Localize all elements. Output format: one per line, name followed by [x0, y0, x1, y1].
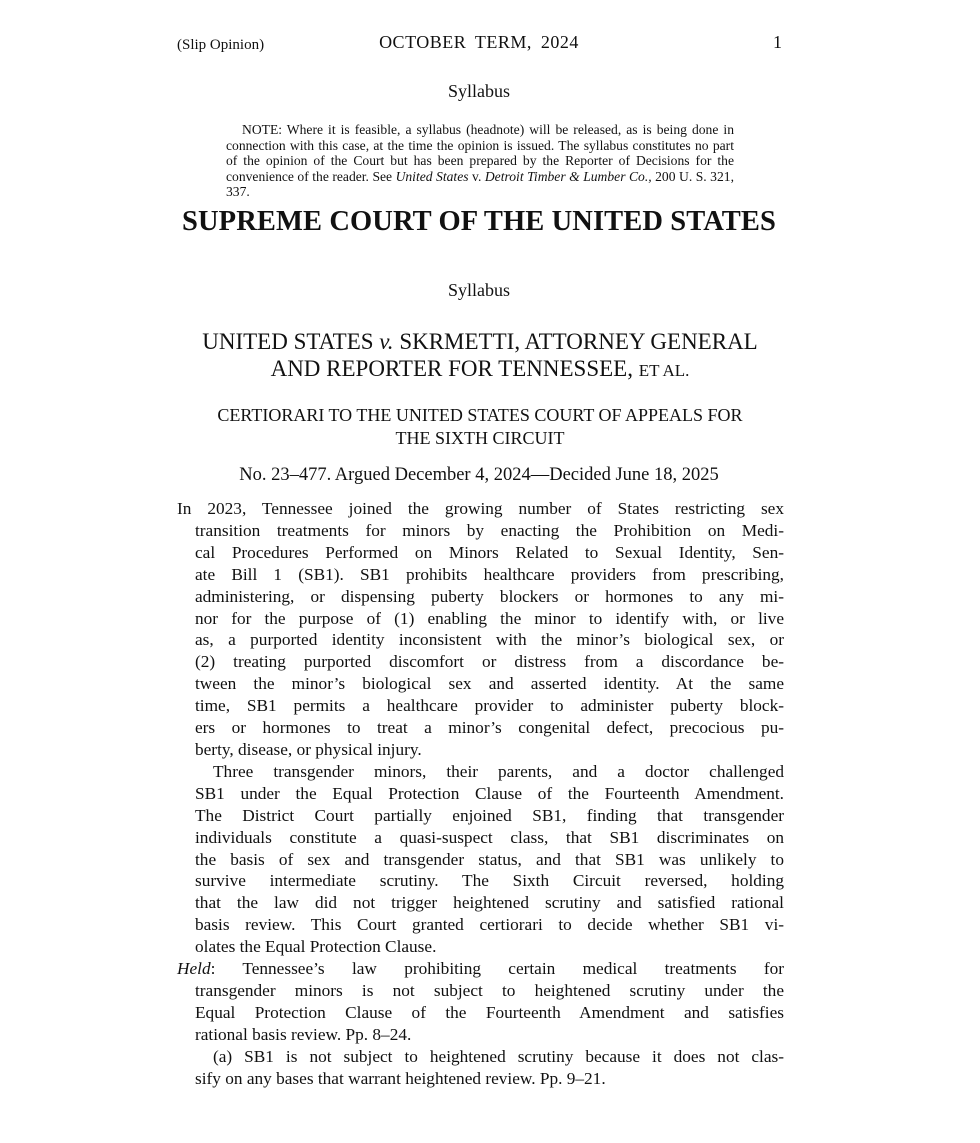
note-case-name-2: Detroit Timber & Lumber Co.,	[484, 168, 652, 184]
para2-line: the basis of sex and transgender status, and that SB1 was unlikely to	[195, 849, 784, 869]
note-v: v.	[468, 168, 485, 184]
para2-line: survive intermediate scrutiny. The Sixth Circuit reversed, holding	[195, 871, 784, 891]
note-text: NOTE: Where it is feasible, a syllabus (headnote) will be released, as is being done in connection with this case, at the time the opinion is issued. The syllabus constitutes no part of the opinion of the Court but has been prepared by the Reporter of Decisions for the convenience of the reader. See	[226, 122, 734, 184]
certiorari-line-2: THE SIXTH CIRCUIT	[395, 428, 565, 448]
note-citation: 200 U. S. 321, 337.	[226, 168, 734, 199]
case-title-part: SKRMETTI, ATTORNEY GENERAL	[393, 329, 758, 354]
held-line: transgender minors is not subject to heightened scrutiny under the	[195, 980, 784, 1000]
para-a-line: (a) SB1 is not subject to heightened scrutiny because it does not clas-	[213, 1046, 784, 1066]
para1-line: In 2023, Tennessee joined the growing number of States restricting sex	[177, 499, 784, 518]
held-text: : Tennessee’s law prohibiting certain medical treatments for	[210, 959, 784, 979]
para2-line: that the law did not trigger heightened scrutiny and satisfied rational	[195, 893, 784, 913]
case-title-line-2	[170, 355, 790, 384]
para2-line: basis review. This Court granted certiorari to decide whether SB1 vi-	[195, 915, 784, 935]
para1-line: ers or hormones to treat a minor’s congenital defect, precocious pu-	[195, 718, 784, 738]
case-title	[170, 328, 790, 384]
syllabus-heading: Syllabus	[447, 81, 510, 101]
docket-line: No. 23–477. Argued December 4, 2024—Decided June 18, 2025	[239, 465, 719, 485]
para2-line: olates the Equal Protection Clause.	[195, 937, 437, 957]
para-a-line: sify on any bases that warrant heightened review. Pp. 9–21.	[195, 1068, 606, 1088]
para1-line: berty, disease, or physical injury.	[195, 739, 422, 759]
syllabus-note	[226, 122, 734, 200]
syllabus-body	[177, 498, 784, 1089]
para1-line: ate Bill 1 (SB1). SB1 prohibits healthcare providers from prescribing,	[195, 564, 784, 584]
para1-line: transition treatments for minors by enacting the Prohibition on Medi-	[195, 520, 784, 540]
page-number: 1	[773, 32, 782, 52]
slip-opinion-label: (Slip Opinion)	[177, 37, 265, 53]
para1-line: as, a purported identity inconsistent with the minor’s biological sex, or	[195, 630, 784, 650]
held-line: rational basis review. Pp. 8–24.	[195, 1024, 412, 1044]
court-title: SUPREME COURT OF THE UNITED STATES	[182, 206, 776, 237]
syllabus-heading-2: Syllabus	[447, 280, 510, 300]
certiorari-heading	[170, 404, 790, 450]
para2-line: SB1 under the Equal Protection Clause of the Fourteenth Amendment.	[195, 783, 784, 803]
para1-line: administering, or dispensing puberty blockers or hormones to any mi-	[195, 586, 784, 606]
held-line	[177, 958, 784, 980]
para1-line: (2) treating purported discomfort or distress from a discordance be-	[195, 652, 784, 672]
case-title-part: AND REPORTER FOR TENNESSEE,	[270, 356, 633, 381]
case-title-versus: v.	[379, 329, 394, 354]
held-label: Held	[177, 959, 211, 979]
note-case-name-1: United States	[395, 168, 469, 184]
para2-line: The District Court partially enjoined SB1, finding that transgender	[195, 805, 784, 825]
certiorari-line-1: CERTIORARI TO THE UNITED STATES COURT OF APPEALS FOR	[217, 405, 743, 425]
para1-line: time, SB1 permits a healthcare provider to administer puberty block-	[195, 696, 784, 716]
para1-line: tween the minor’s biological sex and asserted identity. At the same	[195, 674, 784, 694]
held-line: Equal Protection Clause of the Fourteenth Amendment and satisfies	[195, 1002, 784, 1022]
para1-line: cal Procedures Performed on Minors Related to Sexual Identity, Sen-	[195, 542, 784, 562]
case-title-part: UNITED STATES	[202, 329, 380, 354]
para2-line: individuals constitute a quasi-suspect class, that SB1 discriminates on	[195, 827, 784, 847]
case-title-et-al: ET AL.	[638, 361, 690, 380]
case-title-line-1	[170, 328, 790, 355]
para1-line: nor for the purpose of (1) enabling the minor to identify with, or live	[195, 608, 784, 628]
term-heading: OCTOBER TERM, 2024	[379, 32, 579, 52]
para2-line: Three transgender minors, their parents, and a doctor challenged	[213, 761, 784, 781]
